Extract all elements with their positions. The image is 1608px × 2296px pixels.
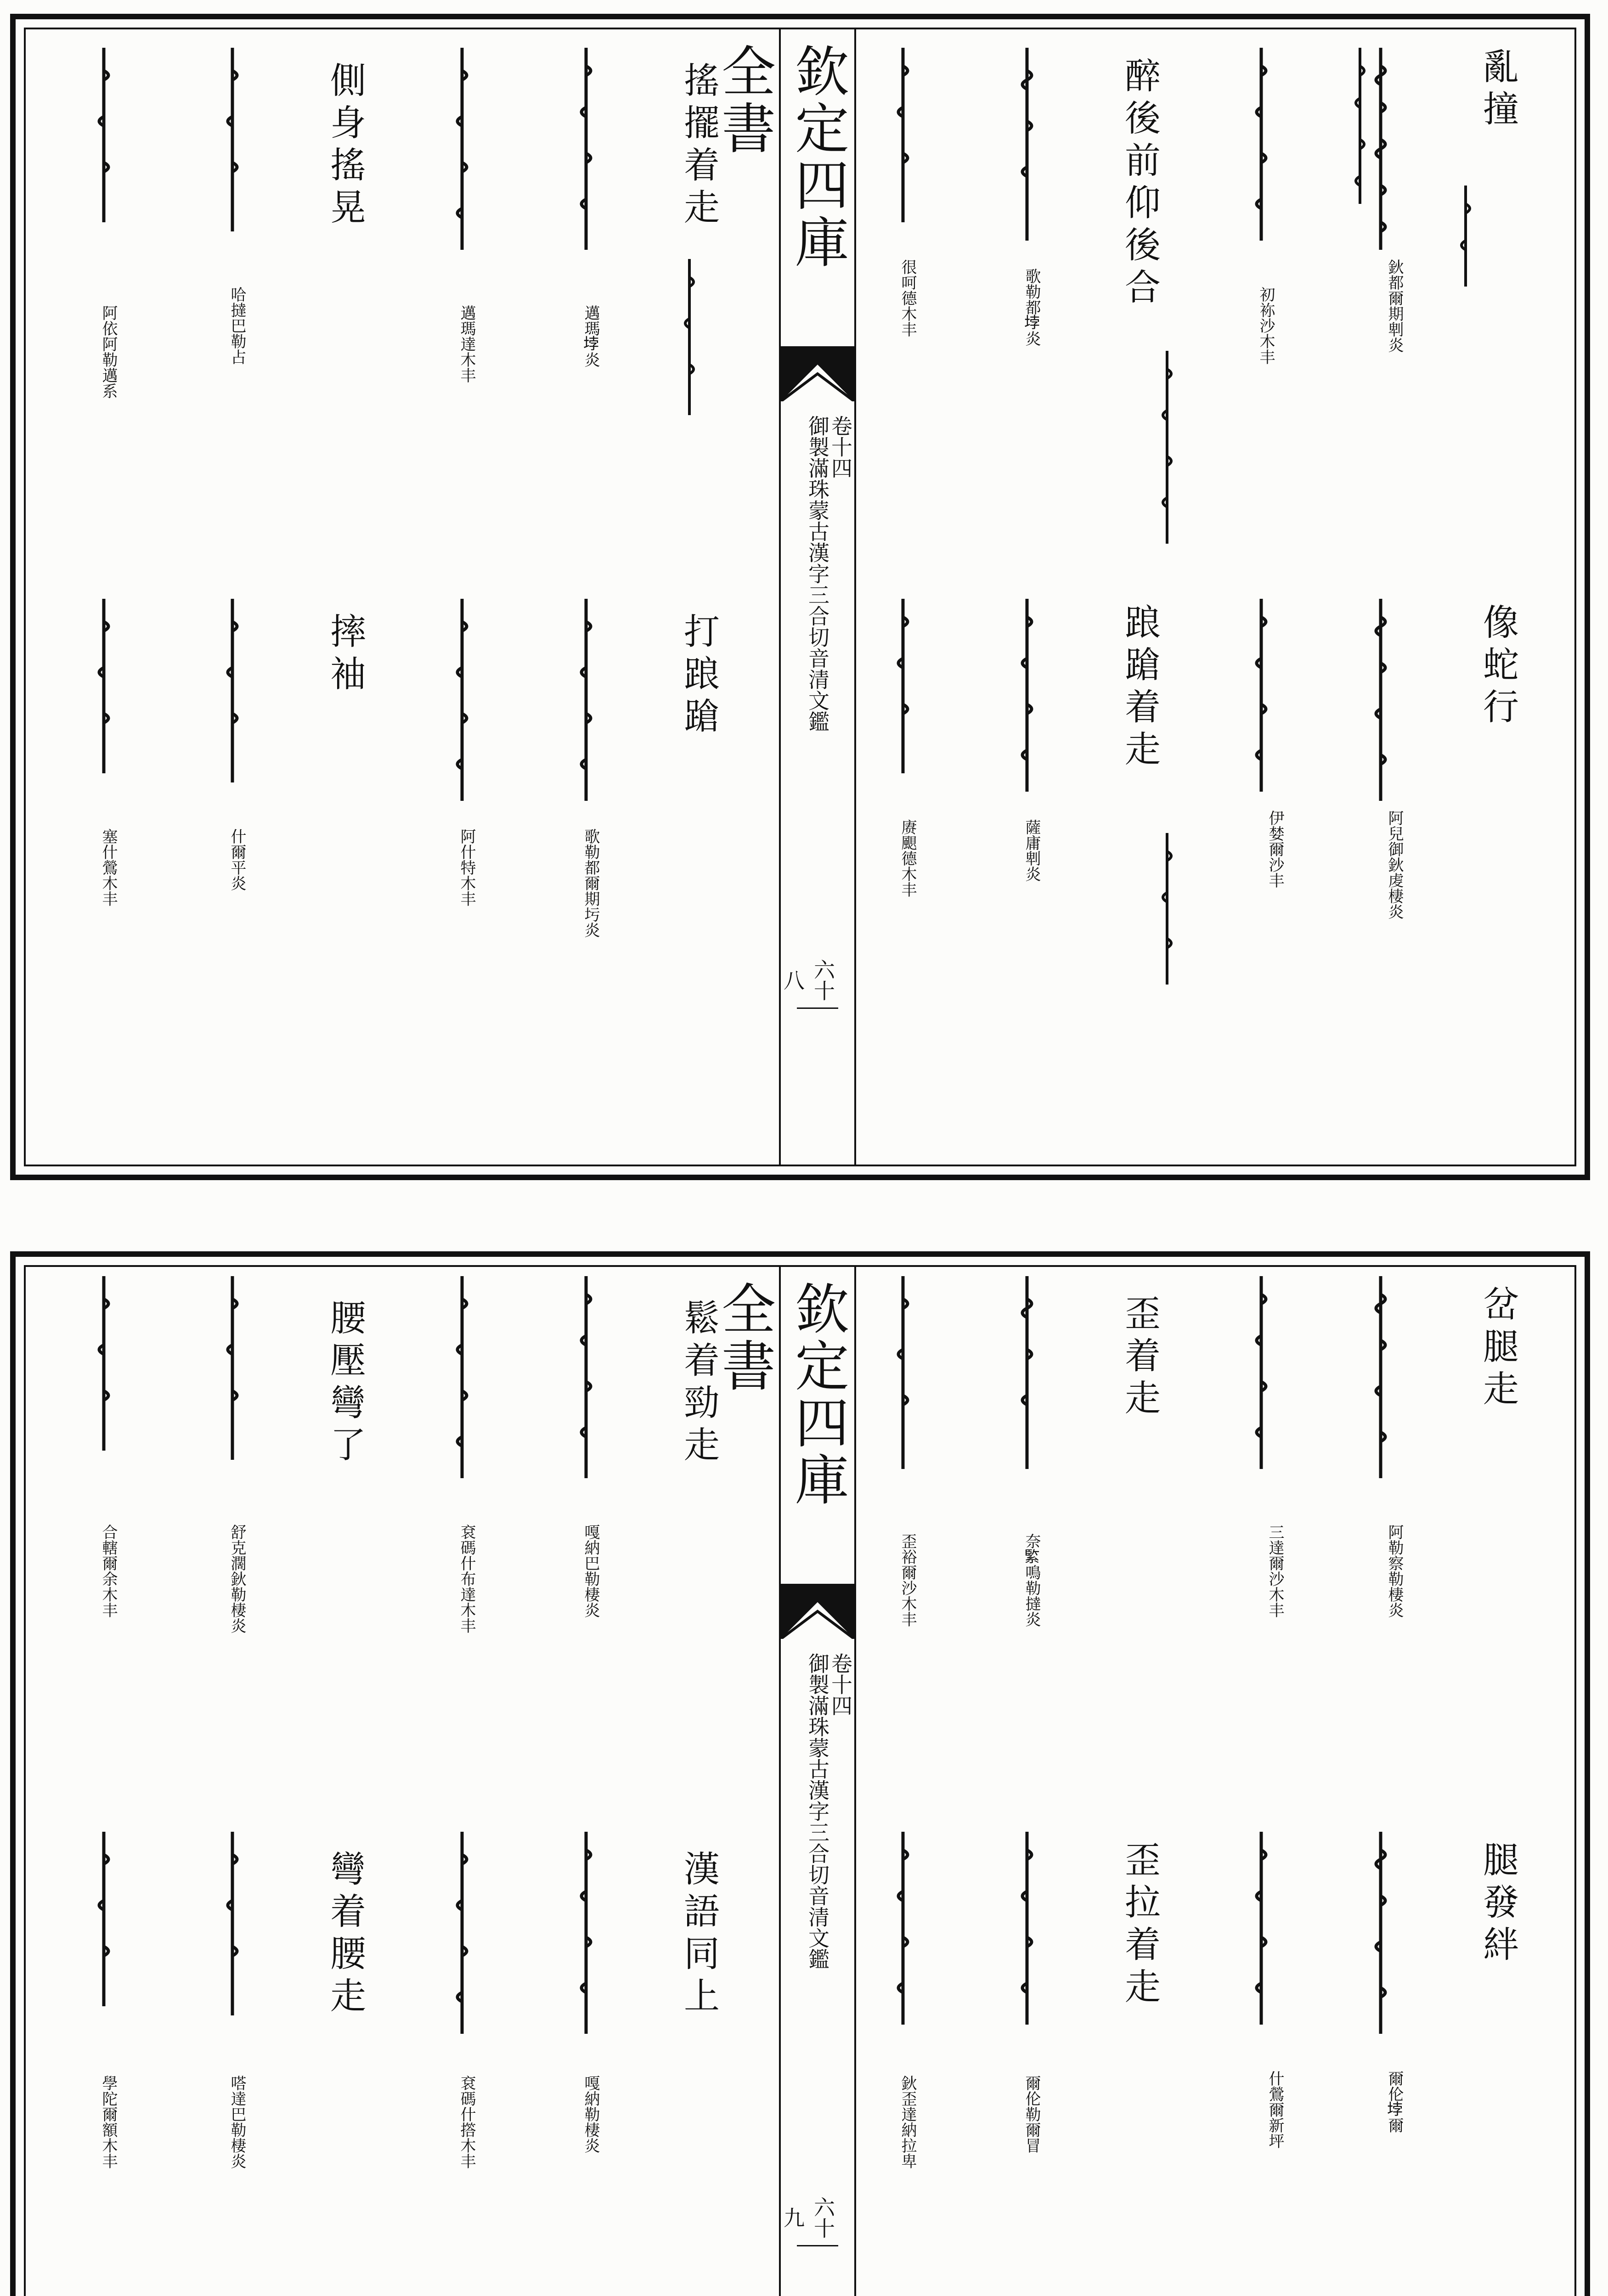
- gloss: 袞碼什布達木丰: [457, 1524, 476, 1633]
- fish-tail-mark-icon: [781, 1584, 854, 1639]
- lower-spine: [712, 1267, 856, 2296]
- gloss: 很呵德木丰: [898, 259, 917, 337]
- manchu-script-icon: [90, 48, 118, 222]
- lower-right-half: [857, 1267, 1574, 2296]
- gloss: 哈撻巴勒占: [228, 287, 246, 365]
- headword: 搖擺着走: [678, 62, 719, 231]
- manchu-script-icon: [1454, 186, 1477, 287]
- gloss: 什鶯爾新坪: [1266, 2071, 1284, 2149]
- headword: 踉蹌着走: [1119, 603, 1160, 772]
- gloss: 歪裕爾沙木丰: [898, 1533, 917, 1627]
- manchu-script-icon: [1367, 1832, 1394, 2034]
- manchu-script-icon: [1013, 48, 1041, 241]
- upper-right-half: [857, 29, 1574, 1165]
- headword: 腿發絆: [1477, 1841, 1518, 1968]
- manchu-script-icon: [889, 48, 917, 222]
- spine-volume: 卷十四: [828, 1653, 853, 1716]
- manchu-script-icon: [1156, 351, 1179, 544]
- headword: 漢語同上: [678, 1850, 719, 2019]
- lower-left-half: [35, 1267, 770, 2296]
- headword: 摔袖: [324, 613, 366, 697]
- gloss: 合轄爾余木丰: [99, 1524, 118, 1618]
- manchu-script-icon: [572, 1276, 600, 1478]
- manchu-script-icon: [448, 1832, 476, 2034]
- headword: 像蛇行: [1477, 603, 1518, 730]
- manchu-script-icon: [572, 48, 600, 250]
- manchu-script-icon: [889, 1276, 917, 1469]
- headword: 岔腿走: [1477, 1285, 1518, 1412]
- manchu-script-icon: [1348, 48, 1371, 204]
- manchu-script-icon: [889, 1832, 917, 2025]
- manchu-script-icon: [90, 599, 118, 773]
- manchu-script-icon: [1013, 1832, 1041, 2025]
- spine-subtitle: 御製滿珠蒙古漢字三合切音清文鑑: [805, 415, 830, 732]
- lower-folio-frame: [24, 1265, 1576, 2296]
- gloss: 赓𩗗德木丰: [898, 819, 917, 897]
- manchu-script-icon: [1013, 599, 1041, 792]
- gloss: 歌勒都爾期圬炎: [581, 828, 600, 938]
- headword: 歪着走: [1119, 1294, 1160, 1421]
- manchu-script-icon: [219, 599, 246, 782]
- gloss: 塞什鶯木丰: [99, 828, 118, 906]
- upper-folio-frame: [24, 28, 1576, 1166]
- gloss: 邁瑪𡋯炎: [581, 305, 600, 367]
- gloss: 薩庸𠜱炎: [1022, 819, 1041, 882]
- gloss: 袞碼什撘木丰: [457, 2075, 476, 2169]
- upper-folio: [10, 14, 1590, 1180]
- gloss: 嘎納勒棲炎: [581, 2075, 600, 2153]
- gloss: 嘎納巴勒棲炎: [581, 1524, 600, 1618]
- lower-folio: [10, 1251, 1590, 2296]
- spine-title: 欽定四庫全書: [712, 1281, 849, 1508]
- gloss: 學陀爾額木丰: [99, 2075, 118, 2169]
- gloss: 歌勒都𡋯炎: [1022, 268, 1041, 346]
- manchu-script-icon: [1247, 1832, 1275, 2025]
- manchu-script-icon: [1367, 1276, 1394, 1478]
- spine-volume: 卷十四: [828, 415, 853, 478]
- upper-spine: [712, 29, 856, 1165]
- gloss: 鈥歪達納拉卑: [898, 2075, 917, 2169]
- manchu-script-icon: [219, 1276, 246, 1460]
- manchu-script-icon: [448, 1276, 476, 1478]
- gloss: 阿依阿勒邁系: [99, 305, 118, 399]
- manchu-script-icon: [448, 48, 476, 250]
- gloss: 邁瑪達木丰: [457, 305, 476, 383]
- gloss: 三達爾沙木丰: [1266, 1524, 1284, 1618]
- headword: 鬆着勁走: [678, 1299, 719, 1468]
- gloss: 嗒達巴勒棲炎: [228, 2075, 246, 2169]
- gloss: 什爾平炎: [228, 828, 246, 891]
- upper-left-half: [35, 29, 770, 1165]
- headword: 側身搖晃: [324, 62, 366, 231]
- spine-folio-number: 六十九: [797, 2190, 838, 2246]
- gloss: 爾伦勒爾冒: [1022, 2075, 1041, 2153]
- manchu-script-icon: [1367, 599, 1394, 801]
- gloss: 阿勒察勒棲炎: [1385, 1524, 1404, 1618]
- manchu-script-icon: [448, 599, 476, 801]
- spine-subtitle: 御製滿珠蒙古漢字三合切音清文鑑: [805, 1653, 830, 1970]
- gloss: 舒克濶鈥勒棲炎: [228, 1524, 246, 1633]
- fish-tail-mark-icon: [781, 346, 854, 401]
- manchu-script-icon: [1247, 599, 1275, 792]
- manchu-script-icon: [1013, 1276, 1041, 1469]
- gloss: 初袮沙木丰: [1257, 287, 1275, 365]
- manchu-script-icon: [1156, 833, 1179, 985]
- manchu-script-icon: [572, 599, 600, 801]
- headword: 醉後前仰後合: [1119, 57, 1160, 310]
- spine-title: 欽定四庫全書: [712, 43, 849, 271]
- headword: 打踉蹌: [678, 613, 719, 739]
- manchu-script-icon: [889, 599, 917, 773]
- manchu-script-icon: [1247, 1276, 1275, 1469]
- gloss: 阿什特木丰: [457, 828, 476, 906]
- gloss: 爾伦𡋯爾: [1385, 2071, 1404, 2133]
- headword: 亂撞: [1477, 48, 1518, 132]
- manchu-script-icon: [219, 48, 246, 231]
- gloss: 阿兒御鈥䖍棲炎: [1385, 810, 1404, 919]
- headword: 彎着腰走: [324, 1850, 366, 2019]
- headword: 歪拉着走: [1119, 1841, 1160, 2010]
- manchu-script-icon: [219, 1832, 246, 2015]
- gloss: 鈥都爾期𠜱炎: [1385, 259, 1404, 353]
- manchu-script-icon: [572, 1832, 600, 2034]
- manchu-script-icon: [90, 1832, 118, 2006]
- manchu-script-icon: [1247, 48, 1275, 241]
- headword: 腰壓彎了: [324, 1299, 366, 1468]
- spine-folio-number: 六十八: [797, 952, 838, 1009]
- gloss: 伊婪爾沙丰: [1266, 810, 1284, 888]
- manchu-script-icon: [678, 259, 701, 415]
- manchu-script-icon: [90, 1276, 118, 1451]
- gloss: 奈𦂳鳴勒撻炎: [1022, 1533, 1041, 1627]
